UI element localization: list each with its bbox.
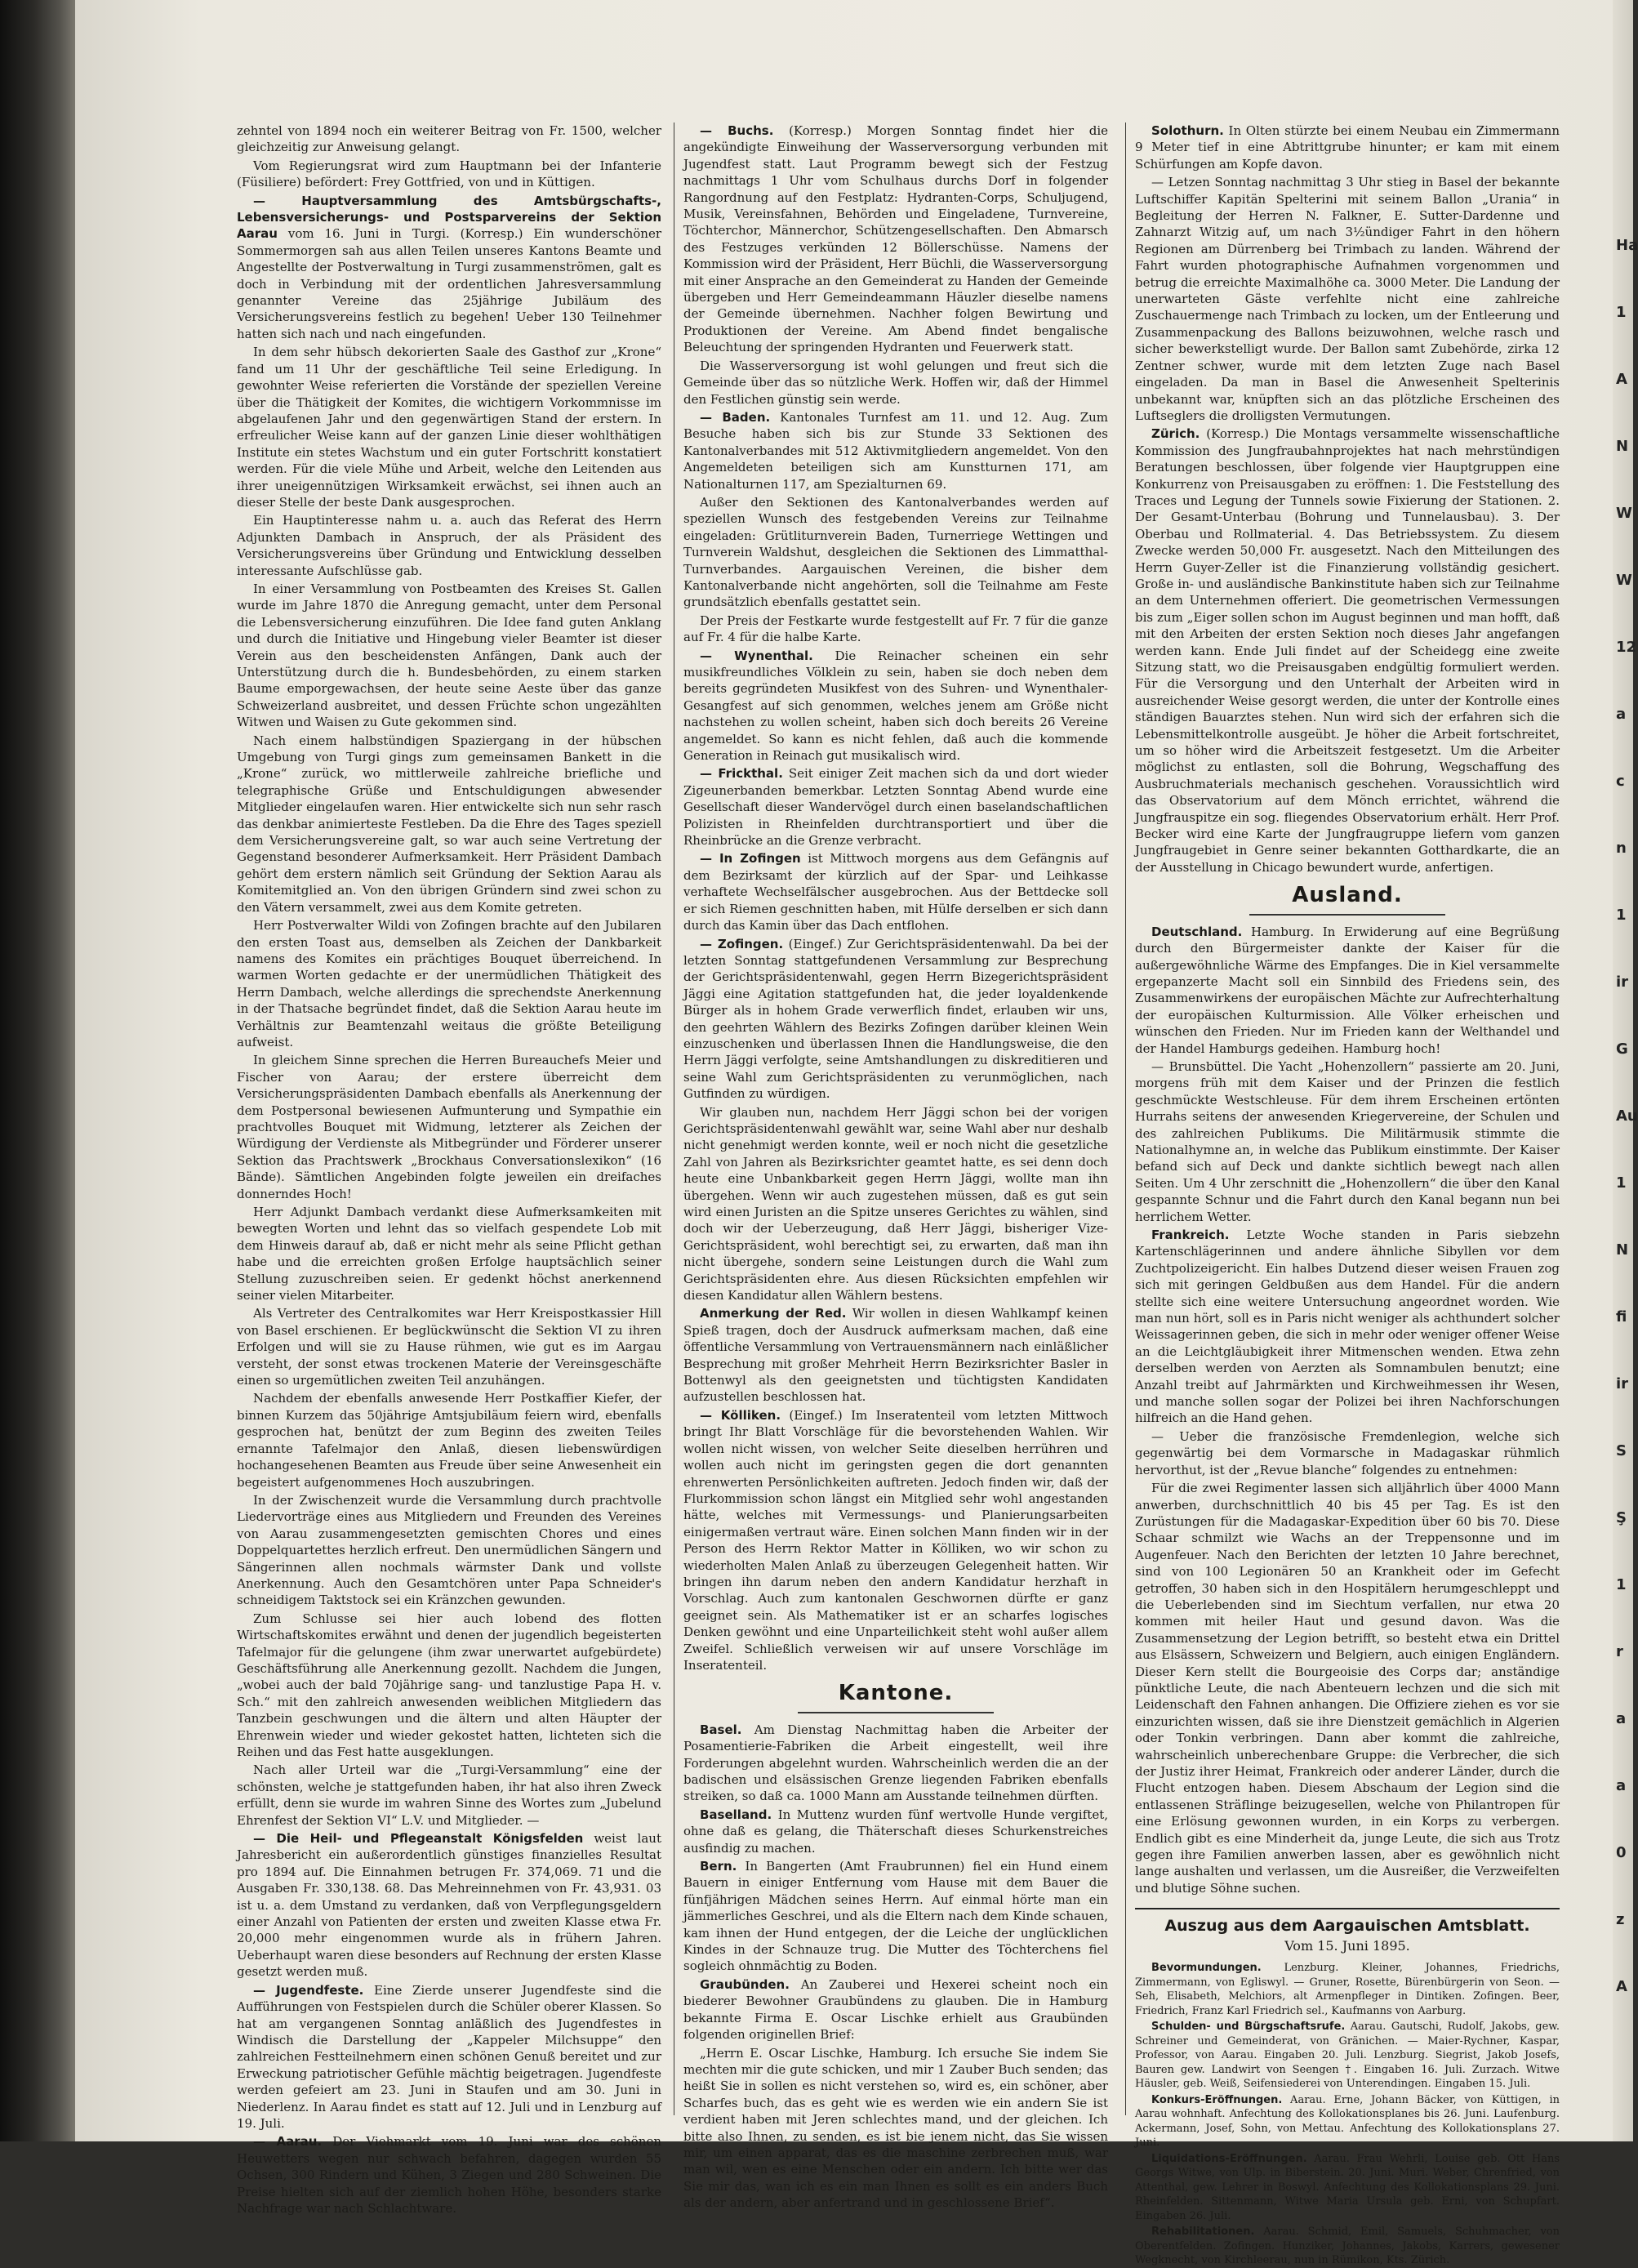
article-text: Außer den Sektionen des Kantonalverbandes werden auf speziellen Wunsch des festgebenden Vereins zur Teilnahme eingeladen: Grütliturnverein Baden, Turnerriege Wettingen und Turnverein Waldshut, desgleichen die Sektionen des Limmatthal-Turnverbandes. Aargauischen Vereinen, die bisher dem Kantonalverbande nicht angehörten, soll die Teilnahme am Feste grundsätzlich ebenfalls gestattet sein. <box>683 494 1108 610</box>
article-paragraph <box>683 1807 1108 1856</box>
edge-glyph: z <box>1616 1911 1625 1928</box>
edge-glyph: W <box>1616 505 1632 522</box>
edge-glyph: a <box>1616 706 1627 723</box>
article-text: Wir glauben nun, nachdem Herr Jäggi schon bei der vorigen Gerichtspräsidentenwahl gewählt war, seine Wahl aber nur deshalb nicht genehmigt werden konnte, weil er noch nicht die gesetzliche Zahl von Jahren als Bezirksrichter geamtet hatte, es sei denn doch heute eine Unbankbarkeit gegen Herrn Jäggi, wollte man ihn übergehen. Wenn wir auch zugestehen müssen, daß es gut sein wird einen Juristen an die Spitze unseres Gerichtes zu wählen, sind doch wir der Ueberzeugung, daß Herr Jäggi, bisheriger Vize-Gerichtspräsident, wohl berechtigt sei, zu erwarten, daß man ihn nicht übergehe, sondern seine Leistungen durch die Wahl zum Gerichtspräsidenten ehre. Aus diesen Rücksichten empfehlen wir diesen Kandidatur allen Wählern bestens. <box>683 1104 1108 1303</box>
article-headline: Graubünden. <box>700 1976 790 1992</box>
article-paragraph <box>237 1830 661 1981</box>
article-text: In dem sehr hübsch dekorierten Saale des Gasthof zur „Krone“ fand um 11 Uhr der geschäftliche Teil seine Erledigung. In gewohnter Weise referierten die Vorstände der speziellen Vereine über die Thätigkeit der Komites, die wichtigern Vorkommnisse im abgelaufenen Jahr und den gegenwärtigen Stand der erstern. In erfreulicher Weise kann auf der ganzen Linie dieser wohlthätigen Institute ein stetes Wachstum und ein guter Fortschritt konstatiert werden. Für die viele Mühe und Arbeit, welche den Leitenden aus ihrer uneigennützigen Wirksamkeit erwächst, sei ihnen auch an dieser Stelle der beste Dank ausgesprochen. <box>237 345 661 510</box>
article-headline: — Wynenthal. <box>700 648 813 663</box>
article-text: Letzte Woche standen in Paris siebzehn Kartenschlägerinnen und andere ähnliche Sibyllen vor dem Zuchtpolizeigericht. Ein halbes Dutzend dieser weisen Frauen zog sich mit geringen Geldbußen aus dem Handel. Für die andern stellte sich eine weitere Untersuchung angeordnet worden. Wie man nun hört, soll es in Paris nicht weniger als achthundert solcher Weissagerinnen geben, die sich in mehr oder weniger offener Weise an die Leichtgläubigkeit ihrer Mitmenschen wenden. Etwa zehn derselben werden von Aerzten als Somnambulen benutzt; eine Anzahl treibt auf Jahrmärkten und Kirchweihmessen ihr Wesen, und manche sollen sogar der Polizei bei ihren Nachforschungen hilfreich an die Hand gehen. <box>1135 1228 1560 1426</box>
column-1 <box>237 123 662 2216</box>
article-headline: — Kölliken. <box>700 1407 781 1423</box>
edge-glyph: 0 <box>1616 1844 1627 1861</box>
article-headline: Anmerkung der Red. <box>700 1306 847 1321</box>
newspaper-page <box>75 0 1633 2267</box>
article-headline: Konkurs-Eröffnungen. <box>1151 2093 1283 2106</box>
edge-glyph: A <box>1616 1978 1627 1995</box>
article-paragraph <box>237 1762 661 1829</box>
article-paragraph <box>237 1305 661 1388</box>
article-headline: Rehabilitationen. <box>1151 2226 1255 2239</box>
article-paragraph <box>1135 1428 1560 1478</box>
article-paragraph <box>1135 1961 1560 2018</box>
article-text: (Eingef.) Im Inseratenteil vom letzten Mittwoch bringt Ihr Blatt Vorschläge für die bevorstehenden Wahlen. Wir wollen nicht wissen, von welcher Seite dieselben herrühren und wollen auch nicht im geringsten gegen die dort genannten ehrenwerten Persönlichkeiten auftreten. Jedoch finden wir, daß der Flurkommission schon längst ein Mitglied sehr wohl angestanden hätte, welches mit Vermessungs- und Planierungsarbeiten einigermaßen vertraut wäre. Einen solchen Mann finden wir in der Person des Herrn Rektor Matter in Kölliken, wo wir schon zu wiederholten Malen Anlaß zu überzeugen Gelegenheit hatten. Wir bringen ihn darum neben den andern Kandidatur herzhaft in Vorschlag. Auch zum kantonalen Geschwornen dürfte er ganz geeignet sein. Als Mathematiker ist er an scharfes logisches Denken gewöhnt und eine Unparteilichkeit steht wohl außer allem Zweifel. Schließlich verweisen wir auf unsere Vorschläge im Inseratenteil. <box>683 1407 1108 1673</box>
article-text: Die Wasserversorgung ist wohl gelungen und freut sich die Gemeinde über das so nützliche Werk. Hoffen wir, daß der Himmel den Festlichen günstig sein werde. <box>683 358 1108 407</box>
article-headline: — Buchs. <box>700 123 774 138</box>
article-text: „Herrn E. Oscar Lischke, Hamburg. Ich ersuche Sie indem Sie mechten mir die gute schicken, und mir 1 Zauber Buch senden; das heißt Sie in sollen es nicht verstehen so, wird es, ein schöner, aber Scharfes buch, das es geht wie es werden wie ein andern Sie ist verdient haben mit Jeren schlechtes mand, und der gleichen. Ich bitte also Ihnen, zu senden, es ist bie jenem nicht, das Sie wissen mir, um einen apparat, das es die maschine zerbrechen muß, war man wil, wen es eine Menschen oder ein andern. Ich bitte wer das Sie mir das, wan ich es ein man Ihnen es sollt es ein anders Buch als der andern, aber anfertrand und in geschlossene Brief“. <box>683 2045 1108 2211</box>
article-paragraph <box>683 1407 1108 1674</box>
article-paragraph <box>1135 2152 1560 2224</box>
edge-glyph: W <box>1616 572 1632 589</box>
article-text: Die Reinacher scheinen ein sehr musikfreundliches Völklein zu sein, haben sie doch neben dem bereits gegründeten Musikfest von des Suhren- und Wynenthaler-Gesangfest auf sich genommen, welches jenem am Größe nicht nachstehen zu wollen scheint, haben sich doch bereits 26 Vereine angemeldet. So kann es nicht fehlen, daß auch die kommende Generation in Reinach gut musikalisch wird. <box>683 648 1108 764</box>
article-text: In gleichem Sinne sprechen die Herren Bureauchefs Meier und Fischer von Aarau; der erstere überreicht dem Versicherungspräsidenten Dambach ebenfalls als Anerkennung der dem Postpersonal bewiesenen Aufmunterung und Sympathie ein prachtvolles Bouquet mit Widmung, letzterer als Zeichen der Würdigung der Verdienste als Mitbegründer und Förderer unserer Sektion das Prachtswerk „Brockhaus Conversationslexikon“ (16 Bände). Sämtlichen Angebinden folgte jeweilen ein dreifaches donnerndes Hoch! <box>237 1053 661 1201</box>
article-paragraph <box>1135 174 1560 424</box>
edge-glyph: n <box>1616 840 1627 857</box>
edge-glyph: Au <box>1616 1107 1638 1125</box>
article-text: vom 16. Juni in Turgi. (Korresp.) Ein wunderschöner Sommermorgen sah aus allen Teilen unseres Kantons Beamte und Angestellte der Postverwaltung in Turgi zusammenströmen, galt es doch in Verbindung mit der ordentlichen Jahresversammlung genannter Vereine das 25jährige Jubiläum des Versicherungsvereins festlich zu begehen! Ueber 130 Teilnehmer hatten sich nach und nach eingefunden. <box>237 226 661 341</box>
article-paragraph <box>1135 2020 1560 2092</box>
article-paragraph <box>1135 1480 1560 1896</box>
article-paragraph <box>237 123 661 156</box>
article-text: Der Preis der Festkarte wurde festgestellt auf Fr. 7 für die ganze auf Fr. 4 für die halbe Karte. <box>683 613 1108 645</box>
article-text: Ein Hauptinteresse nahm u. a. auch das Referat des Herrn Adjunkten Dambach in Anspruch, der als Präsident des Versicherungsvereins über Gründung und Entwicklung desselben interessante Aufschlüsse gab. <box>237 513 661 578</box>
gazette-extract-date: Vom 15. Juni 1895. <box>1284 1937 1410 1954</box>
edge-glyph: 1 <box>1616 907 1627 924</box>
article-text: Wir wollen in diesen Wahlkampf keinen Spieß tragen, doch der Ausdruck aufmerksam machen, daß eine öffentliche Versammlung von Vertrauensmännern nach einläßlicher Besprechung mit großer Mehrheit Herrn Bezirksrichter Basler in Bottenwyl als den geeignetsten und tüchtigsten Kandidaten aufzustellen beschlossen hat. <box>683 1306 1108 1405</box>
article-paragraph <box>1135 2225 1560 2268</box>
edge-glyph: ir <box>1616 974 1629 991</box>
article-text: (Eingef.) Zur Gerichtspräsidentenwahl. Da bei der letzten Sonntag stattgefundenen Versammlung zur Besprechung der Gerichtspräsidentenwahl, gegen Herrn Bizegerichtspräsident Jäggi eine Agitation stattgefunden hat, die jeder loyaldenkende Bürger als in hohem Grade verwerflich findet, erlauben wir uns, den geehrten Wählern des Bezirks Zofingen darüber kleinen Wein einzuschenken und überlassen Ihnen die Handlungsweise, die den Herrn Jäggi verfolgte, seine Amtshandlungen zu diskreditieren und seine Wahl zum Gerichtspräsidenten zu verunmöglichen, nach Gutfinden zu würdigen. <box>683 936 1108 1102</box>
article-text: In Bangerten (Amt Fraubrunnen) fiel ein Hund einem Bauern in einiger Entfernung vom Hause mit dem Bauer die fünfjährigen Mädchen seines Herrn. Auf einmal hörte man ein jämmerliches Geschrei, und als die Eltern nach dem Kinde schauen, kam ihnen der Hund entgegen, der die Leiche der unglücklichen Kindes in der Schnauze trug. Die Mutter des Töchterchens fiel sogleich ohnmächtig zu Boden. <box>683 1859 1108 1974</box>
article-paragraph <box>683 494 1108 611</box>
edge-glyph: N <box>1616 438 1629 455</box>
article-text: In der Zwischenzeit wurde die Versammlung durch prachtvolle Liedervorträge eines aus Mitgliedern und Freunden des Vereines von Aarau zusammengesetzten gemischten Chores und eines Doppelquartettes herzlich erfreut. Den unermüdlichen Sängern und Sängerinnen allen nochmals wärmster Dank und vollste Anerkennung. Auch den Gesamtchören unter Papa Schneider's schneidigem Taktstock sei ein Kränzchen gewunden. <box>237 1492 661 1608</box>
article-text: Herr Adjunkt Dambach verdankt diese Aufmerksamkeiten mit bewegten Worten und lehnt das so vielfach gespendete Lob mit dem Hinweis darauf ab, daß er nicht mehr als seine Pflicht gethan habe und die erreichten großen Erfolge hauptsächlich seiner Stellung zuzuschreiben seien. Er gedenkt höchst anerkennend seiner vielen Mitarbeiter. <box>237 1205 661 1303</box>
article-headline: Bevormundungen. <box>1151 1962 1262 1975</box>
section-rule <box>798 1712 994 1713</box>
article-headline: — Baden. <box>700 409 771 425</box>
article-paragraph <box>683 1104 1108 1304</box>
article-text: Herr Postverwalter Wildi von Zofingen brachte auf den Jubilaren den ersten Toast aus, demselben als Zeichen der Dankbarkeit namens des Komites ein prächtiges Bouquet überreichend. In warmen Worten gedachte er der unermüdlichen Thätigkeit des Herrn Dambach, welche allerdings die sprechendste Anerkennung in der Thatsache begründet findet, daß die Sektion Aarau heute im Verhältnis zur Beamtenzahl weitaus die größte Beteiligung aufweist. <box>237 918 661 1049</box>
column-separator-2 <box>1125 123 1126 2115</box>
article-headline: — Jugendfeste. <box>253 1982 364 1998</box>
article-paragraph <box>237 1611 661 1761</box>
article-text: — Letzen Sonntag nachmittag 3 Uhr stieg in Basel der bekannte Luftschiffer Kapitän Spelterini mit seinem Ballon „Urania“ in Begleitung der Herren N. Falkner, E. Sutter-Dardenne und Zahnarzt Witzig auf, um nach 3½ündiger Fahrt in den höhern Regionen am Dürrenberg bei Trimbach zu landen. Während der Fahrt wurden photographische Aufnahmen vorgenommen und betrug die erreichte Maximalhöhe ca. 3000 Meter. Die Landung der unerwarteten Gäste verfehlte nicht eine zahlreiche Zuschauermenge nach Trimbach zu locken, um der Entleerung und Zusammenpackung des Ballons beizuwohnen, welche rasch und sicher bewerkstelligt wurde. Der Ballon samt Zubehörde, zirka 12 Zentner schwer, wurde mit dem letzten Zuge nach Basel eingeladen. Da man in Basel die Anwesenheit Spelterinis unbekannt war, knüpften sich an das plötzliche Erscheinen des Luftseglers die drolligsten Vermutungen. <box>1135 175 1560 423</box>
edge-glyph: 1 <box>1616 1576 1627 1593</box>
article-text: ist Mittwoch morgens aus dem Gefängnis auf dem Bezirksamt der kürzlich auf der Spar- und Leihkasse verhaftete Wechselfälscher ausgebrochen. Aus der Bettdecke soll er sich Riemen geschnitten haben, mit Hülfe derselben er sich dann durch das Kamin über das Dach entflohen. <box>683 851 1108 933</box>
article-paragraph <box>1135 1058 1560 1225</box>
article-paragraph <box>683 936 1108 1103</box>
gazette-extract-title: Auszug aus dem Aargauischen Amtsblatt. <box>1135 1908 1560 1934</box>
adjacent-page-edge <box>1613 0 1638 2141</box>
article-headline: Deutschland. <box>1151 924 1243 939</box>
article-paragraph <box>237 512 661 579</box>
book-binding <box>0 0 75 2141</box>
article-headline: Basel. <box>700 1722 742 1737</box>
article-text: Aarau. Frau Wehrli, Louise geb. Ott Hans Georgs Witwe, von Ulp. in Biberstein. 20. Juni. Muri. Weber, Chrenfried, von Attenthal, gew. Lehrer in Boswyl. Anfechtung des Kollokationsplans 29. Juni. Rheinfelden. Sittenmann, Witwe Maria Ursula geb. Erni, von Schupfart. Eingaben 26. Juli. <box>1135 2152 1560 2222</box>
article-text: Für die zwei Regimenter lassen sich alljährlich über 4000 Mann anwerben, durchschnittlich 40 bis 45 per Tag. Es ist den Zurüstungen für die Madagaskar-Expedition über 60 bis 70. Diese Schaar schmilzt wie Wachs an der Treppensonne und im Augenfeuer. Nach den Berichten der letzten 10 Jahre berechnet, sind von 100 Legionären 50 an Krankheit oder im Gefecht getroffen, 30 haben sich in den Hospitälern herumgeschleppt und die Ueberlebenden sind im Siechtum verfallen, nur etwa 20 kommen mit heiler Haut und gesund davon. Was die Zusammensetzung der Legion betrifft, so besteht etwa ein Drittel aus Elsässern, Schweizern und Belgiern, auch einigen Engländern. Dieser Kern stellt die Bourgeoisie des Corps dar; anständige pünktliche Leute, die nach Abenteuern lechzen und die sich mit Leidenschaft den Fahnen anhangen. Die Offiziere ziehen es vor sie einzurichten wissen, daß sie ihre Dienstzeit gemächlich in Algerien oder Tonkin verbringen. Dann aber kommt die zahlreiche, wahrscheinlich unberechenbare Gruppe: die Verbrecher, die sich der Justiz ihrer Heimat, Frankreich oder anderer Länder, durch die Flucht entzogen haben. Diesem Abschaum der Legion sind die entlassenen Sträflinge beizugesellen, welche von Philantropen für eine Erlösung gewonnen wurden, in ein Korps zu verbergen. Endlich gibt es eine Minderheit da, junge Leute, die sich aus Trotz gegen ihre Familien anwerben lassen, aber es gewöhnlich nicht lange aushalten und verlassen, um die Ausreißer, die Verzweifelten und blutige Söhne suchen. <box>1135 1481 1560 1896</box>
article-text: Hamburg. In Erwiderung auf eine Begrüßung durch den Bürgermeister dankte der Kaiser für die außergewöhnliche Wärme des Empfanges. Die in Kiel versammelte ergepanzerte Macht soll ein Sinnbild des Friedens sein, des Zusammenwirkens der europäischen Mächte zur Aufrechterhaltung der europäischen Kulturmission. Alle Völker erheischen und wünschen den Frieden. Nur im Frieden kann der Welthandel und der Handel Hamburgs gedeihen. Hamburg hoch! <box>1135 924 1560 1056</box>
edge-glyph: N <box>1616 1241 1629 1259</box>
article-text: Zum Schlusse sei hier auch lobend des flotten Wirtschaftskomites erwähnt und denen der jugendlich begeisterten Tafelmajor für die gelungene (ihm zwar unerwartet aufgebürdete) Geschäftsführung alle Anerkennung gezollt. Nachdem die Jungen, „wobei auch der bald 70jährige sang- und tanzlustige Papa H. v. Sch.“ mit den zahlreich anwesenden weiblichen Mitgliedern das Tanzbein geschwungen und die ältern und alten Häupter der Ehrenwein wieder und wieder gekostet hatten, lichteten sich die Reihen und das Fest hatte ausgeklungen. <box>237 1611 661 1759</box>
edge-glyph: 1 <box>1616 1174 1627 1192</box>
article-paragraph <box>237 1204 661 1303</box>
edge-glyph: 1 <box>1616 304 1627 321</box>
article-paragraph <box>683 1858 1108 1975</box>
edge-glyph: S <box>1616 1442 1627 1459</box>
article-text: Seit einiger Zeit machen sich da und dort wieder Zigeunerbanden bemerkbar. Letzten Sonntag Abend wurde eine Gesellschaft dieser Wandervögel durch einen baselandschaftlichen Polizisten in Rheinfelden durchtransportiert und über die Rheinbrücke an die Grenze verbracht. <box>683 766 1108 849</box>
article-text: — Brunsbüttel. Die Yacht „Hohenzollern“ passierte am 20. Juni, morgens früh mit dem Kaiser und der Prinzen die festlich geschmückte Westschleuse. Für dem ihrem Erscheinen ertönten Hurrahs seitens der anwesenden Kriegervereine, der Schulen und des zahlreichen Publikums. Die Militärmusik stimmte die Nationalhymne an, in welche das Publikum einstimmte. Der Kaiser befand sich auf Deck und dankte sichtlich bewegt nach allen Seiten. Um 4 Uhr zerschnitt die „Hohenzollern“ die über den Kanal gespannte Schnur und die Fahrt durch den Kanal begann nun bei herrlichem Wetter. <box>1135 1058 1560 1224</box>
article-paragraph <box>237 733 661 916</box>
article-headline: — Aarau. <box>253 2134 323 2150</box>
edge-glyph: Ş <box>1616 1509 1627 1526</box>
article-text: Nach einem halbstündigen Spaziergang in der hübschen Umgebung von Turgi gings zum gemeinsamen Bankett in die „Krone“ zurück, wo mittlerweile zahlreiche briefliche und telegraphische Grüße und Entschuldigungen abwesender Mitglieder eingelaufen waren. Hier entwickelte sich nun sehr rasch das denkbar animierteste Festleben. Da die Ehre des Tages speziell dem Versicherungsvereine galt, so war auch seine Vertretung der Gegenstand besonderer Aufmerksamkeit. Herr Präsident Dambach gehört dem erstern nämlich seit Gründung der Sektion Aarau als Komitemitglied an. Von den übrigen Gründern sind zwei schon zu den Vätern versammelt, zwei aus dem Komite getreten. <box>237 733 661 915</box>
article-text: Am Dienstag Nachmittag haben die Arbeiter der Posamentierie-Fabriken die Arbeit eingestellt, weil ihre Forderungen abgelehnt wurden. Wahrscheinlich werden die an der badischen und elsässischen Grenze liegenden Fabriken ebenfalls streiken, so daß ca. 1000 Mann am Ausstande teilnehmen dürften. <box>683 1722 1108 1804</box>
edge-glyph: a <box>1616 1777 1627 1794</box>
article-text: In Olten stürzte bei einem Neubau ein Zimmermann 9 Meter tief in eine Abtrittgrube hinunter; er kam mit einem Schürfungen am Kopfe davon. <box>1135 123 1560 172</box>
article-text: Nach aller Urteil war die „Turgi-Versammlung“ eine der schönsten, welche je stattgefunden haben, ihr hat also ihren Zweck erfüllt, denn sie wurde im wahren Sinne des Wortes zum „Jubelund Ehrenfest der Sektion VI“ L.V. und Mitglieder. — <box>237 1762 661 1828</box>
article-text: — Ueber die französische Fremdenlegion, welche sich gegenwärtig bei dem Vormarsche in Madagaskar rühmlich hervorthut, ist der „Revue blanche“ folgendes zu entnehmen: <box>1135 1428 1560 1477</box>
article-paragraph <box>683 1722 1108 1805</box>
article-headline: Liquidations-Eröffnungen. <box>1151 2152 1307 2165</box>
article-paragraph <box>237 1052 661 1202</box>
article-text: (Korresp.) Die Montags versammelte wissenschaftliche Kommission des Jungfraubahnprojektes hat nach mehrstündigen Beratungen beschlossen, über folgende vier Hauptgruppen eine Konkurrenz von Preisausgaben zu eröffnen: 1. Die Feststellung des Traces und Legung der Tunnels sowie Fixierung der Stationen. 2. Der Gesamt-Unterbau (Bohrung und Tunnelausbau). 3. Der Oberbau und Rollmaterial. 4. Das Betriebssystem. Zu diesem Zwecke werden 50,000 Fr. ausgesetzt. Nach den Mitteilungen des Herrn Guyer-Zeller ist die Finanzierung vollständig gesichert. Große in- und ausländische Bankinstitute haben sich zur Teilnahme an dem Unternehmen offeriert. Die geometrischen Vermessungen bis zum „Eiger sollen schon im August beginnen und man hofft, daß mit den Arbeiten der ersten Sektion noch dieses Jahr angefangen werden kann. Ende Juli findet auf der Scheidegg eine zweite Sitzung statt, wo die Preisausgaben endgültig formuliert werden. Für die Versorgung und den Unterhalt der Arbeiten wird in ausreichender Weise gesorgt werden, die unter der Kontrolle eines ständigen Bauarztes stehen. Nun wird sich der erfahren sich die Lebensmittelkontrolle ausgeübt. Je höher die Arbeit fortschreitet, um so höher wird die Arbeitszeit festgesetzt. Um die Arbeiter möglichst zu entlasten, soll die Bohrung, Wegschaffung des Ausbruchmaterials mechanisch geschehen. Voraussichtlich wird das Observatorium auf dem Mönch errichtet, während die Jungfrauspitze ein sog. fliegendes Observatorium erhält. Herr Prof. Becker wird eine Karte der Jungfraugruppe liefern vom ganzen Jungfraugebiet in Genre seiner bekannten Gotthardkarte, die an der Ausstellung in Chicago bewundert wurde, anfertigen. <box>1135 426 1560 875</box>
article-text: weist laut Jahresbericht ein außerordentlich günstiges finanzielles Resultat pro 1894 auf. Die Einnahmen betrugen Fr. 374,069. 71 und die Ausgaben Fr. 330,138. 68. Das Mehreinnehmen von Fr. 43,931. 03 ist u. a. dem Umstand zu verdanken, daß von Verpflegungsgeldern einer Anzahl von Patienten der ersten und zweiten Klasse etwa Fr. 20,000 mehr eingenommen wurde als in frühern Jahren. Ueberhaupt waren diese besonders auf Rechnung der ersten Klasse gesetzt werden muß. <box>237 1831 661 1980</box>
article-paragraph <box>237 581 661 731</box>
article-paragraph <box>683 765 1108 849</box>
article-headline: Solothurn. <box>1151 123 1224 138</box>
edge-glyph: Ha <box>1616 237 1638 254</box>
article-text: Eine Zierde unserer Jugendfeste sind die Aufführungen von Festspielen durch die Schüler oberer Klassen. So hat am vergangenen Sonntag anläßlich des Jugendfestes in Windisch die Darstellung der „Kappeler Milchsuppe“ den zahlreichen Festteilnehmern einen schönen Genuß bereitet und zur Erweckung patriotischer Gefühle mächtig beigetragen. Jugendfeste werden gefeiert am 23. Juni in Staufen und am 30. Juni in Niederlenz. In Aarau findet es statt auf 12. Juli und in Lenzburg auf 19. Juli. <box>237 1982 662 2131</box>
section-heading: Ausland. <box>1292 883 1403 908</box>
article-paragraph <box>237 193 661 343</box>
article-text: Lenzburg. Kleiner, Johannes, Friedrichs, Zimmermann, von Egliswyl. — Gruner, Rosette, Bürenbürgerin von Seon. — Seh, Elisabeth, Melchiors, alt Armenpfleger in Dintiken. Zofingen. Beer, Friedrich, Franz Karl Friedrich sel., Kaufmanns von Aarburg. <box>1135 1962 1560 2017</box>
article-paragraph <box>237 1390 661 1490</box>
article-paragraph <box>683 2045 1108 2212</box>
article-paragraph <box>1135 1227 1560 1427</box>
article-text: Vom Regierungsrat wird zum Hauptmann bei der Infanterie (Füsiliere) befördert: Frey Gottfried, von und in Küttigen. <box>237 158 661 190</box>
edge-glyph: G <box>1616 1040 1628 1058</box>
article-headline: Schulden- und Bürgschaftsrufe. <box>1151 2021 1346 2034</box>
article-text: (Korresp.) Morgen Sonntag findet hier die angekündigte Einweihung der Wasserversorgung verbunden mit Jugendfest statt. Laut Programm bewegt sich der Festzug nachmittags 1 Uhr vom Schulhaus durchs Dorf in folgender Rangordnung auf den Festplatz: Hydranten-Corps, Schuljugend, Musik, Vereinsfahnen, Behörden und Eingeladene, Turnvereine, Töchterchor, Männerchor, Schützengesellschaften. Den Abmarsch des Festzuges verkünden 12 Böllerschüsse. Namens der Kommission wird der Präsident, Herr Büchli, die Wasserversorgung mit einer Ansprache an den Gemeinderat zu Handen der Gemeinde übergeben und Herr Gemeindeammann Häuzler dieselbe namens der Gemeinde übernehmen. Nachher folgen Bewirtung und Produktionen der Vereine. Am Abend findet bengalische Beleuchtung der springenden Hydranten und Feuerwerk statt. <box>683 123 1108 355</box>
column-2 <box>683 123 1108 2211</box>
article-paragraph <box>683 850 1108 933</box>
article-headline: Frankreich. <box>1151 1228 1230 1242</box>
article-paragraph <box>1135 2093 1560 2150</box>
article-text: In einer Versammlung von Postbeamten des Kreises St. Gallen wurde im Jahre 1870 die Anregung gemacht, unter dem Personal die Lebensversicherung einzuführen. Die Idee fand guten Anklang und durch die Initiative und Hingebung vieler Beamter ist dieser Verein aus den bescheidensten Anfängen, Dank auch der Unterstützung durch die h. Bundesbehörden, zu einem starken Baume emporgewachsen, der heute seine Aeste über das ganze Schweizerland ausbreitet, und dessen Früchte schon ungezählten Witwen und Waisen zu Gute gekommen sind. <box>237 581 661 730</box>
article-paragraph <box>683 613 1108 646</box>
edge-glyph: A <box>1616 371 1627 388</box>
article-headline: — In Zofingen <box>700 851 801 867</box>
article-paragraph <box>1135 426 1560 876</box>
edge-glyph: 12 <box>1616 639 1637 656</box>
article-headline: Baselland. <box>700 1807 772 1822</box>
article-paragraph <box>237 1492 661 1609</box>
article-headline: Bern. <box>700 1859 737 1874</box>
edge-glyph: ir <box>1616 1375 1629 1392</box>
section-heading: Kantone. <box>838 1681 954 1706</box>
article-paragraph <box>237 158 661 191</box>
edge-glyph: a <box>1616 1710 1627 1727</box>
article-paragraph <box>1135 924 1560 1057</box>
article-paragraph <box>683 648 1108 764</box>
article-text: zehntel von 1894 noch ein weiterer Beitrag von Fr. 1500, welcher gleichzeitig zur Anweisung gelangt. <box>237 123 661 155</box>
article-headline: — Zofingen. <box>700 936 784 951</box>
article-paragraph <box>683 1305 1108 1405</box>
article-text: Kantonales Turnfest am 11. und 12. Aug. Zum Besuche haben sich bis zur Stunde 33 Sektionen des Kantonalverbandes mit 512 Aktivmitgliedern angemeldet. Von den Angemeldeten beteiligen sich am Kunstturnen 171, am Nationalturnen 117, am Spezialturnen 69. <box>683 409 1108 492</box>
article-headline: Zürich. <box>1151 426 1200 442</box>
article-paragraph <box>683 123 1108 356</box>
edge-glyph: r <box>1616 1643 1623 1660</box>
edge-glyph: c <box>1616 773 1625 790</box>
column-3 <box>1135 123 1560 2267</box>
article-text: Nachdem der ebenfalls anwesende Herr Postkaffier Kiefer, der binnen Kurzem das 50jährige Amtsjubiläum feiern wird, ebenfalls gesprochen hat, benützt der zum Beginn des zweiten Teiles ernannte Tafelmajor den Anlaß, diesen liebenswürdigen hochangesehenen Beamten aus Freude über seine Anwesenheit ein begeistert aufgenommenes Hoch auszubringen. <box>237 1391 661 1490</box>
article-paragraph <box>237 2133 661 2217</box>
article-text: Der Viehmarkt vom 19. Juni war des schönen Heuwetters wegen nur schwach befahren, dagegen wurden 55 Ochsen, 300 Rindern und Kühen, 3 Ziegen und 280 Schweinen. Die Preise hielten sich auf der ziemlich hohen Höhe, besonders starke Nachfrage war nach Schlachtware. <box>237 2134 661 2216</box>
article-headline: — Hauptversammlung des Amtsbürgschafts-, Lebensversicherungs- und Postsparvereins der Sektion Aarau <box>237 193 661 242</box>
article-text: Aarau. Gautschi, Rudolf, Jakobs, gew. Schreiner und Gemeinderat, von Gränichen. — Maier-Rychner, Kaspar, Professor, von Aarau. Eingaben 20. Juli. Lenzburg. Siegrist, Jakob Josefs, Bauren gew. Landwirt von Seengen †. Eingaben 16. Juli. Zurzach. Witwe Häusler, geb. Weiß, Seifensiederei von Unterendingen. Eingaben 15. Juli. <box>1135 2021 1560 2091</box>
article-text: An Zauberei und Hexerei scheint noch ein biederer Bewohner Graubündens zu glauben. Die in Hamburg bekannte Firma E. Oscar Lischke erhielt aus Graubünden folgenden originellen Brief: <box>683 1976 1108 2043</box>
section-rule <box>1249 914 1445 916</box>
edge-glyph: fi <box>1616 1308 1627 1326</box>
article-headline: — Frickthal. <box>700 766 783 782</box>
article-paragraph <box>237 1982 661 2132</box>
article-paragraph <box>237 917 661 1050</box>
article-headline: — Die Heil- und Pflegeanstalt Königsfelden <box>253 1831 584 1847</box>
article-paragraph <box>683 1976 1108 2043</box>
article-text: Aarau. Schmid, Emil, Samuels, Schuhmacher, von Oberentfelden. Zofingen. Hunziker, Johannes, Jakobs, Karrers, gewesener Wegknecht, von Kirchleerau, nun in Rümikon, Kts. Zürich. <box>1135 2226 1560 2267</box>
article-paragraph <box>237 344 661 510</box>
article-text: Aarau. Erne, Johann Bäcker, von Küttigen, in Aarau wohnhaft. Anfechtung des Kollokationsplanes bis 26. Juni. Laufenburg. Ackermann, Josef, Sohn, von Mettau. Anfechtung des Kollokationsplans 27. Juni. <box>1135 2093 1560 2150</box>
article-paragraph <box>683 409 1108 492</box>
article-text: Als Vertreter des Centralkomites war Herr Kreispostkassier Hill von Basel erschienen. Er beglückwünscht die Sektion VI zu ihren Erfolgen und will sie zu Hause rühmen, wie gut es im Aargau versteht, der sonst etwas trockenen Materie der Vereinsgeschäfte einen so urgemütlichen zweiten Teil anzuhängen. <box>237 1306 661 1388</box>
article-paragraph <box>1135 123 1560 172</box>
article-text: In Muttenz wurden fünf wertvolle Hunde vergiftet, ohne daß es gelang, die Thäterschaft dieses Schurkenstreiches ausfindig zu machen. <box>683 1807 1108 1856</box>
article-paragraph <box>683 358 1108 408</box>
